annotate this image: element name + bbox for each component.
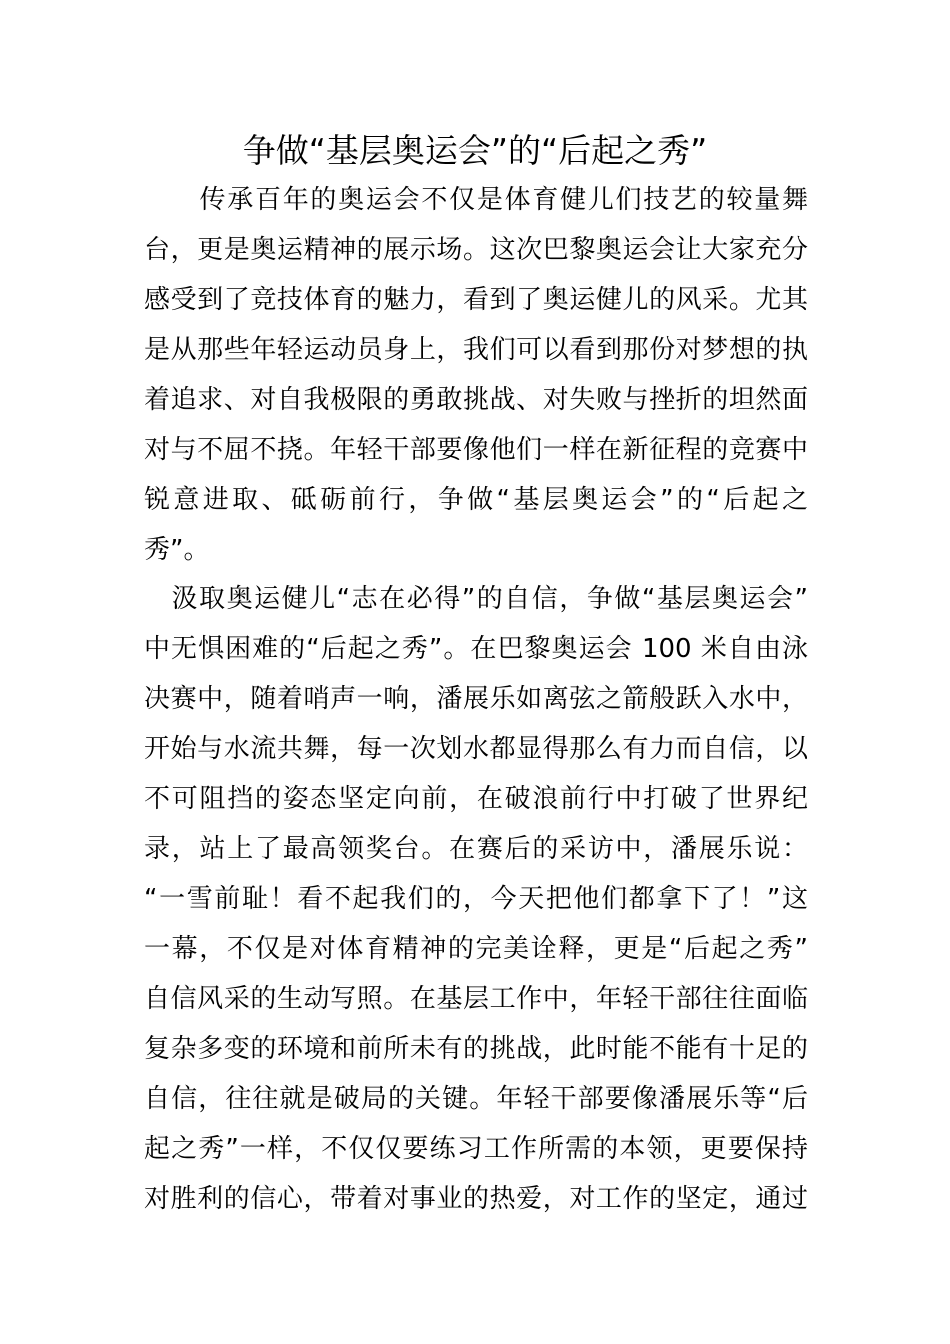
body-line: 感受到了竞技体育的魅力，看到了奥运健儿的风采。尤其: [144, 285, 808, 315]
body-line: 秀”。: [144, 535, 210, 565]
body-line: 锐意进取、砥砺前行，争做“基层奥运会”的“后起之: [144, 485, 808, 515]
body-line: 复杂多变的环境和前所未有的挑战，此时能不能有十足的: [144, 1034, 808, 1064]
body-line: 是从那些年轻运动员身上，我们可以看到那份对梦想的执: [144, 335, 808, 365]
body-line: 自信，往往就是破局的关键。年轻干部要像潘展乐等“后: [144, 1084, 808, 1114]
body-line: 起之秀”一样，不仅仅要练习工作所需的本领，更要保持: [144, 1134, 808, 1164]
body-line: 决赛中，随着哨声一响，潘展乐如离弦之箭般跃入水中，: [144, 684, 808, 714]
body-line: “一雪前耻！看不起我们的，今天把他们都拿下了！”这: [144, 884, 808, 914]
body-line: 对胜利的信心，带着对事业的热爱，对工作的坚定，通过: [144, 1184, 808, 1214]
body-line: 不可阻挡的姿态坚定向前，在破浪前行中打破了世界纪: [144, 784, 808, 814]
body-line: 一幕，不仅是对体育精神的完美诠释，更是“后起之秀”: [144, 934, 808, 964]
body-line: 开始与水流共舞，每一次划水都显得那么有力而自信，以: [144, 734, 808, 764]
body-line: 汲取奥运健儿“志在必得”的自信，争做“基层奥运会”: [144, 584, 808, 614]
body-line: 录，站上了最高领奖台。在赛后的采访中，潘展乐说：: [144, 834, 808, 864]
body-line: 中无惧困难的“后起之秀”。在巴黎奥运会 100 米自由泳: [144, 634, 808, 664]
body-line: 传承百年的奥运会不仅是体育健儿们技艺的较量舞: [144, 185, 808, 215]
body-line: 对与不屈不挠。年轻干部要像他们一样在新征程的竞赛中: [144, 435, 808, 465]
document-title: 争做“基层奥运会”的“后起之秀”: [242, 131, 708, 170]
body-line: 台，更是奥运精神的展示场。这次巴黎奥运会让大家充分: [144, 235, 808, 265]
body-line: 自信风采的生动写照。在基层工作中，年轻干部往往面临: [144, 984, 808, 1014]
body-line: 着追求、对自我极限的勇敢挑战、对失败与挫折的坦然面: [144, 385, 808, 415]
